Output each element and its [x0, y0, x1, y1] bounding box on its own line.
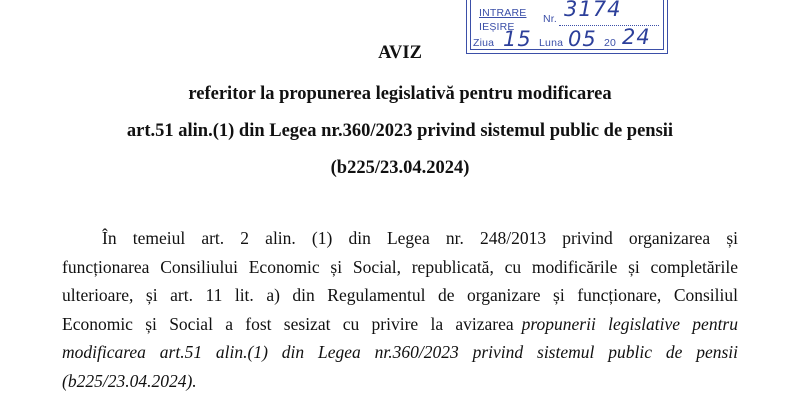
body-line-6 [62, 367, 738, 396]
stamp-year-prefix: 20 [604, 37, 617, 49]
body-line-3 [62, 281, 738, 310]
stamp-nr-label: Nr. [543, 13, 558, 25]
stamp-ziua-value: 15 [503, 27, 532, 51]
document-subtitle-reference: (b225/23.04.2024) [330, 158, 470, 178]
stamp-luna-label: Luna [539, 37, 564, 49]
body-line-1 [62, 224, 738, 253]
stamp-year-value: 24 [622, 25, 651, 49]
body-line-4-italic: propunerii legislative pentru [521, 313, 738, 334]
body-line-4-text: Economic și Social a fost sesizat cu privire la avizarea [62, 313, 514, 334]
stamp-iesire-label: IEȘIRE [479, 21, 515, 33]
body-line-6-text: (b225/23.04.2024). [62, 370, 197, 391]
body-line-5-text: modificarea art.51 alin.(1) din Legea nr.360/2023 privind sistemul public de pensii [62, 342, 738, 363]
body-line-5 [62, 338, 738, 367]
body-line-2-text: funcționarea Consiliului Economic și Social, republicată, cu modificările și completările [62, 256, 738, 277]
stamp-luna-value: 05 [568, 27, 597, 51]
document-title: AVIZ [378, 43, 422, 63]
body-line-2 [62, 253, 738, 282]
stamp-nr-value: 3174 [564, 0, 622, 21]
stamp-intrare-label: INTRARE [479, 7, 527, 19]
stamp-ziua-label: Ziua [473, 37, 495, 49]
document-subtitle-line-1: referitor la propunerea legislativă pentru modificarea [188, 84, 612, 104]
body-line-4 [62, 310, 738, 339]
document-subtitle-line-2: art.51 alin.(1) din Legea nr.360/2023 privind sistemul public de pensii [126, 121, 674, 141]
document-body [62, 224, 738, 396]
body-line-1-text: În temeiul art. 2 alin. (1) din Legea nr. 248/2013 privind organizarea și [102, 228, 738, 248]
body-line-3-text: ulterioare, și art. 11 lit. a) din Regulamentul de organizare și funcționare, Consiliul [62, 285, 738, 306]
